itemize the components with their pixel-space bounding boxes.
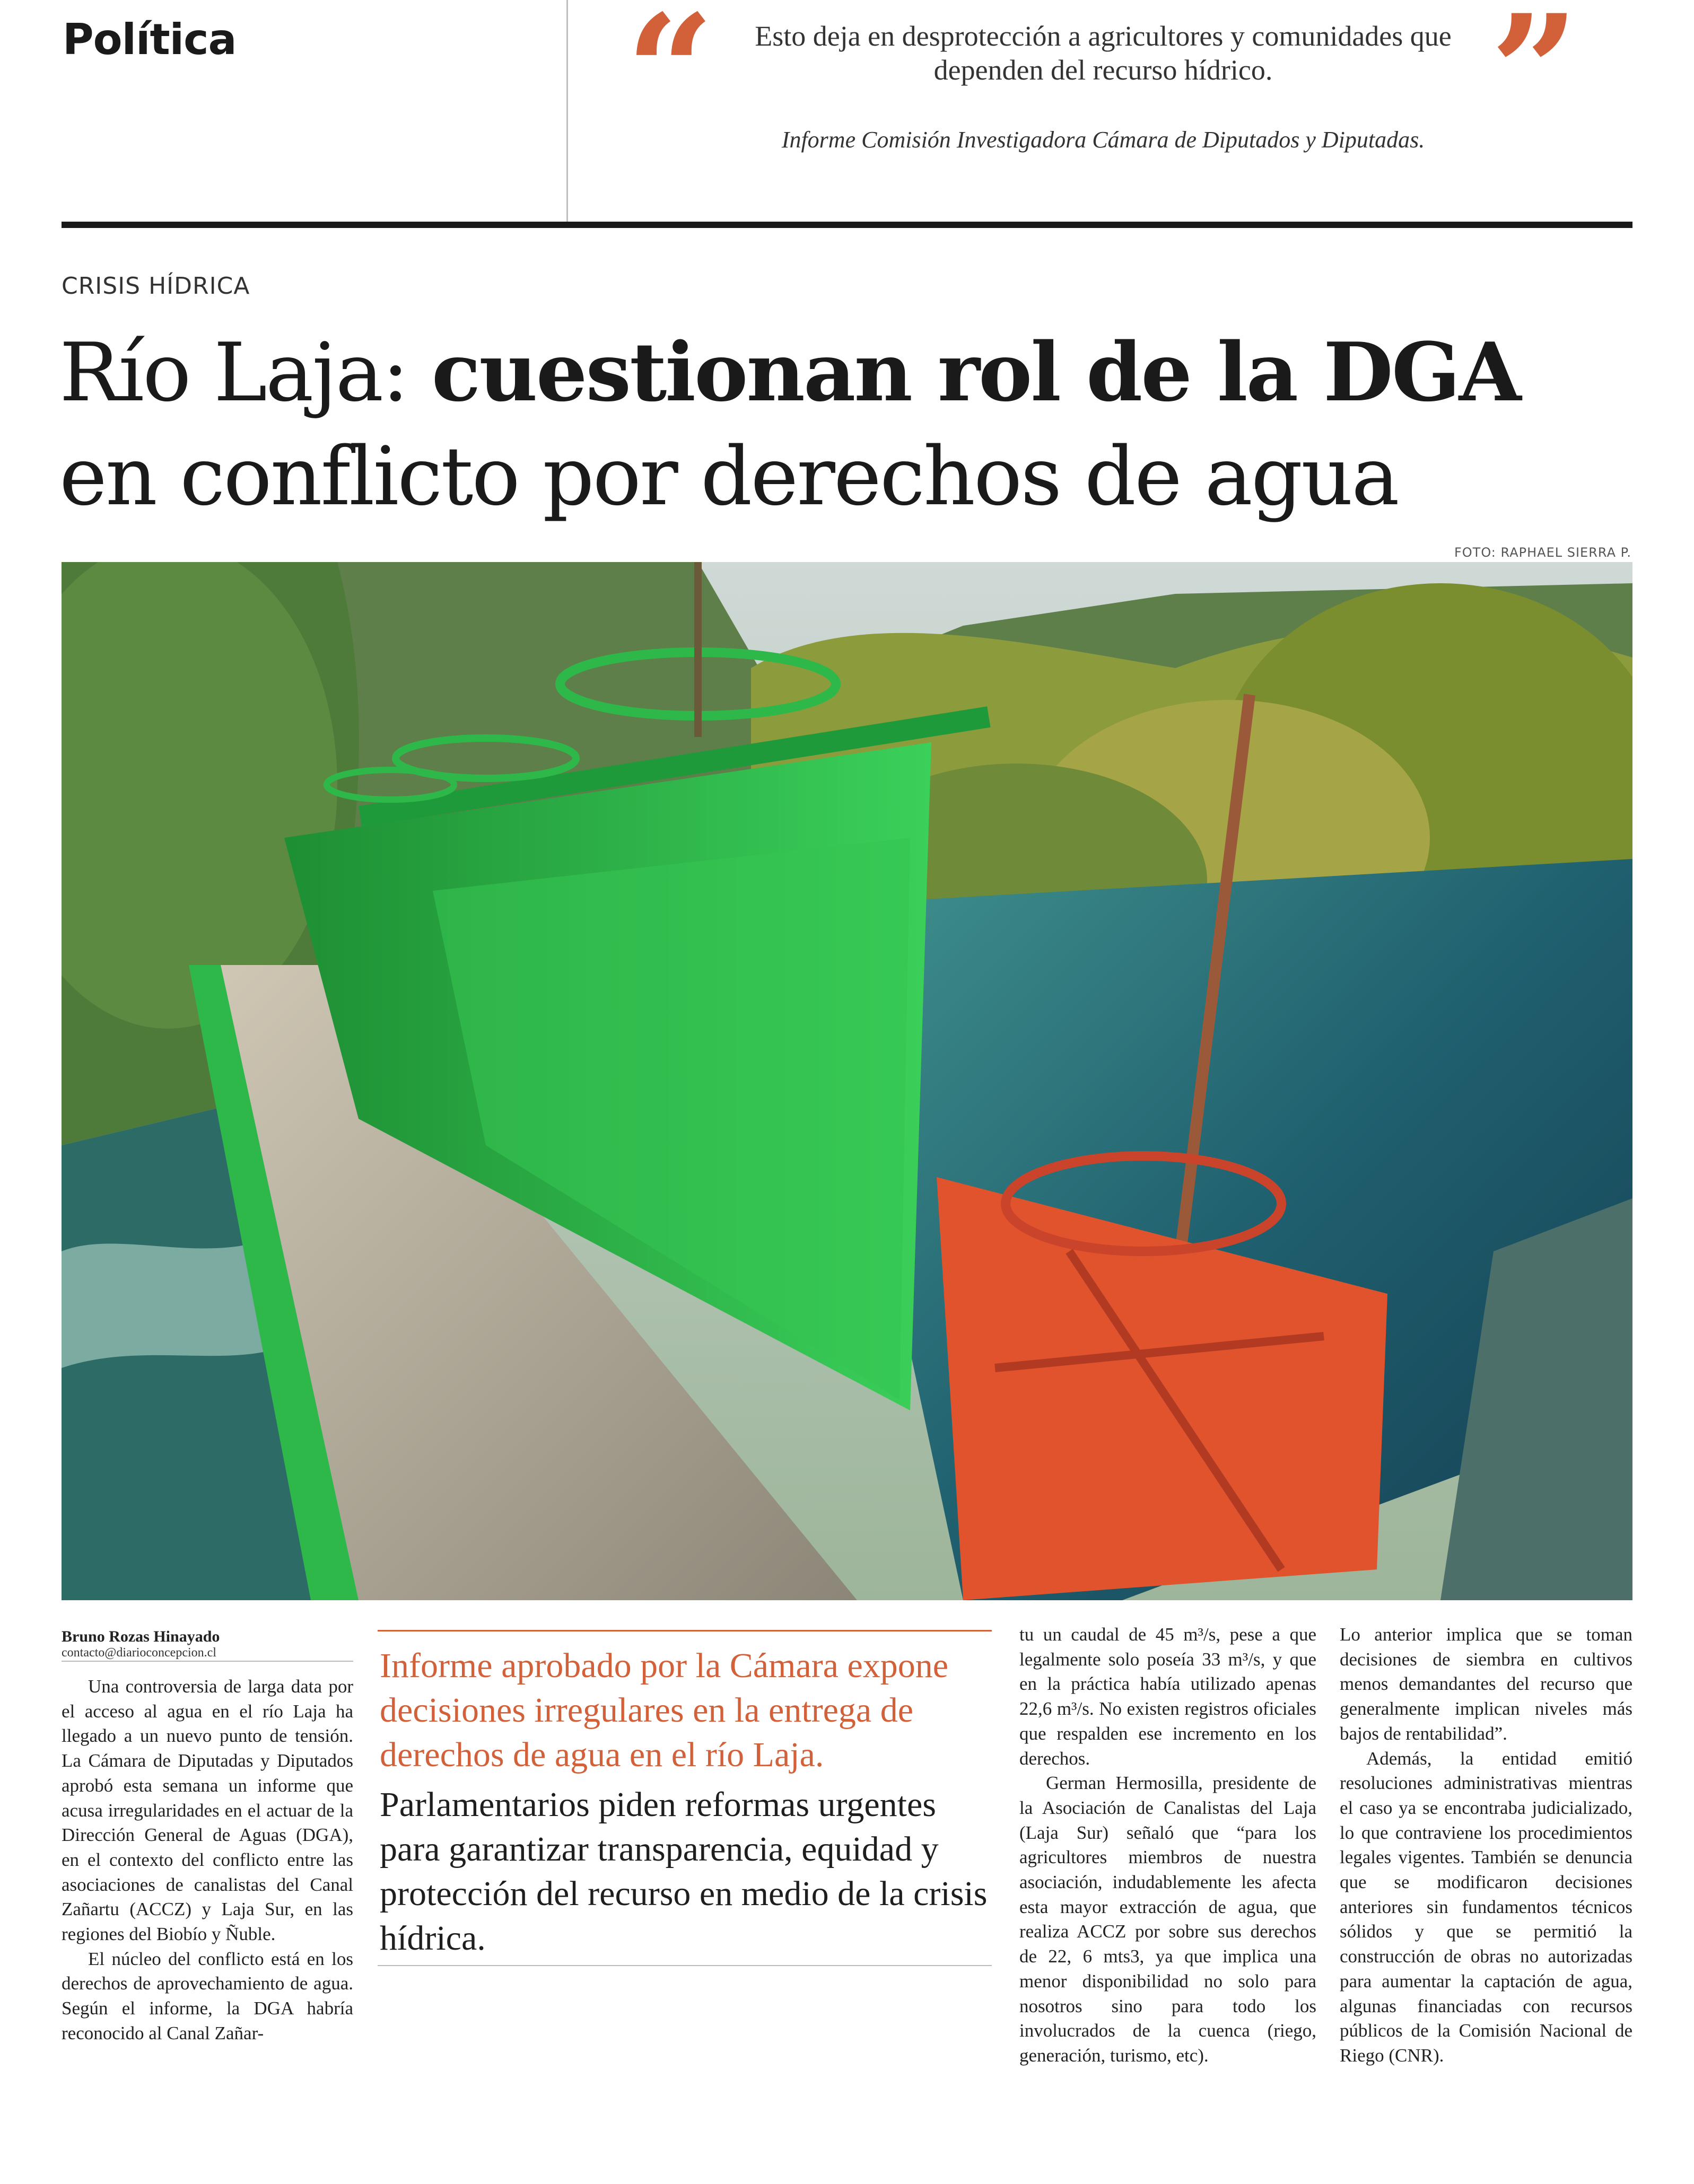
headline-line-2: en conflicto por derechos de agua (59, 429, 1398, 523)
featured-quote-line-2: dependen del recurso hídrico. (933, 54, 1273, 86)
headline (59, 320, 1640, 529)
pull-sub: Parlamentarios piden reformas urgentes para garantizar transparencia, equidad y protección del recurso en medio de la crisis hídrica. (380, 1785, 988, 1958)
body-paragraph: tu un caudal de 45 m³/s, pese a que legalmente solo poseía 33 m³/s, y que en la práctica había utilizado apenas 22,6 m³/s. No existen registros oficiales que respalden ese incremento en los derechos. (1019, 1624, 1316, 1769)
body-paragraph: Además, la entidad emitió resoluciones administrativas mientras el caso ya se encontraba judicializado, lo que contraviene los procedimientos legales vigentes. También se denuncia que se modificaron decisiones anteriores sin fundamentos técnicos sólidos y que se permitió la construcción de obras no autorizadas para aumentar la captación de agua, algunas financiadas con recursos públicos de la Comisión Nacional de Riego (CNR). (1340, 1748, 1632, 2066)
body-paragraph: El núcleo del conflicto está en los derechos de aprovechamiento de agua. Según el informe, la DGA habría reconocido al Canal Zañar- (62, 1948, 353, 2043)
pull-box-rule-bottom (378, 1965, 992, 1966)
header-rule (62, 222, 1632, 228)
body-column-3 (1019, 1622, 1316, 2068)
photo-credit: FOTO: RAPHAEL SIERRA P. (1454, 545, 1631, 560)
body-column-1 (62, 1674, 353, 2046)
author-name: Bruno Rozas Hinayado (62, 1628, 220, 1645)
byline-divider (62, 1661, 353, 1662)
featured-quote (732, 19, 1474, 87)
header-divider (566, 0, 568, 222)
body-column-4 (1340, 1622, 1632, 2068)
headline-bold: cuestionan rol de la DGA (431, 324, 1520, 419)
body-paragraph: Lo anterior implica que se toman decisiones de siembra en cultivos menos demandantes del recurso que generalmente implican niveles más bajos de rentabilidad”. (1340, 1624, 1632, 1744)
main-photo[interactable] (62, 562, 1632, 1600)
author-contact[interactable]: contacto@diarioconcepcion.cl (62, 1646, 216, 1660)
river-gate-photo (62, 562, 1632, 1600)
kicker: CRISIS HÍDRICA (62, 273, 250, 300)
quote-source: Informe Comisión Investigadora Cámara de Diputados y Diputadas. (781, 127, 1425, 153)
body-paragraph: Una controversia de larga data por el acceso al agua en el río Laja ha llegado a un nuevo punto de tensión. La Cámara de Diputadas y Diputados aprobó esta semana un informe que acusa irregularidades en el actuar de la Dirección General de Aguas (DGA), en el contexto del conflicto entre las asociaciones de canalistas del Canal Zañartu (ACCZ) y Laja Sur, en las regiones del Biobío y Ñuble. (62, 1676, 353, 1945)
headline-light: Río Laja: (59, 326, 432, 419)
close-quote-icon: ” (1490, 0, 1579, 162)
body-paragraph: German Hermosilla, presidente de la Asociación de Canalistas del Laja (Laja Sur) señaló que “para los agricultores miembros de nuestra asociación, indudablemente les afecta esta mayor extracción de agua, que realiza ACCZ por sobre sus derechos de 22, 6 mts3, ya que implica una menor disponibilidad no solo para nosotros sino para todo los involucrados de la cuenca (riego, generación, turismo, etc). (1019, 1773, 1316, 2066)
pull-box-rule-top (378, 1630, 992, 1632)
open-quote-icon: “ (626, 0, 714, 162)
pull-lead: Informe aprobado por la Cámara expone decisiones irregulares en la entrega de derechos de agua en el río Laja. (380, 1646, 949, 1774)
section-label[interactable]: Política (63, 15, 237, 64)
featured-quote-line-1: Esto deja en desprotección a agricultores y comunidades que (755, 20, 1452, 52)
